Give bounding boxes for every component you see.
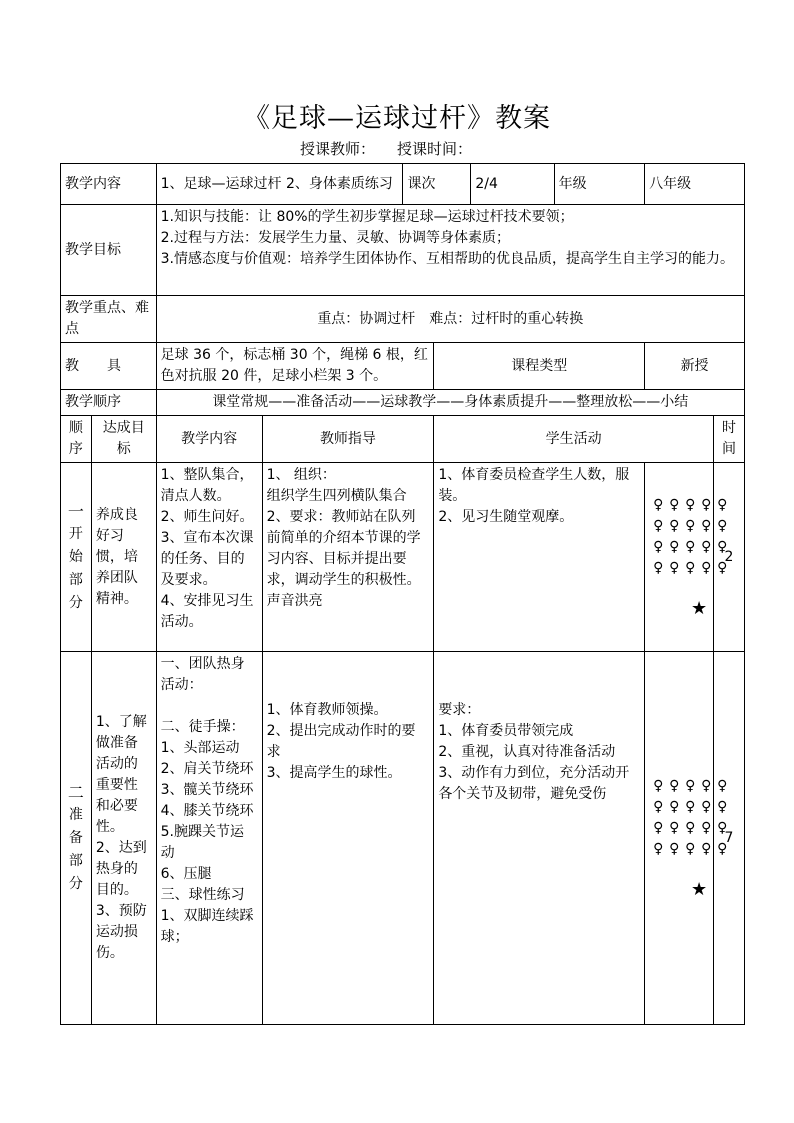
student-symbol: ♀ [685, 799, 696, 815]
section-number: 二 [67, 782, 84, 802]
student-symbol: ♀ [653, 820, 664, 836]
lesson-plan-table [60, 163, 745, 1025]
document-title: 《足球—运球过杆》教案 [243, 103, 551, 134]
section-content: 一、团队热身活动： 二、徒手操： 1、头部运动 2、肩关节绕环 3、髋关节绕环 4、膝关节绕环 5.腕踝关节运动 6、压腿 三、球性练习 1、双脚连续踩球； [156, 652, 262, 1025]
grade-label: 年级 [554, 164, 645, 205]
course-type-value: 新授 [645, 343, 745, 390]
col-sequence: 顺序 [61, 416, 92, 463]
student-symbol: ♀ [701, 841, 712, 857]
student-symbol: ♀ [653, 778, 664, 794]
student-symbol: ♀ [685, 497, 696, 513]
section-name [61, 652, 92, 1025]
col-time: 时间 [714, 416, 745, 463]
student-symbol: ♀ [685, 841, 696, 857]
student-symbol: ♀ [653, 799, 664, 815]
student-symbol: ♀ [669, 518, 680, 534]
student-symbol: ♀ [653, 539, 664, 555]
student-symbol: ♀ [701, 799, 712, 815]
student-symbol: ♀ [685, 820, 696, 836]
student-symbol: ♀ [701, 518, 712, 534]
student-symbol: ♀ [717, 841, 728, 857]
student-symbol: ♀ [701, 497, 712, 513]
student-symbol: ♀ [701, 560, 712, 576]
teacher-star-icon: ★ [691, 598, 708, 619]
student-symbol: ♀ [685, 539, 696, 555]
teacher-label: 授课教师： [300, 140, 376, 158]
student-symbol: ♀ [653, 560, 664, 576]
student-symbol: ♀ [685, 518, 696, 534]
student-symbol: ♀ [717, 539, 728, 555]
student-symbol: ♀ [653, 841, 664, 857]
student-formation [653, 776, 728, 859]
objectives-row [61, 205, 745, 296]
student-symbol: ♀ [669, 799, 680, 815]
teacher-star-icon: ★ [691, 879, 708, 900]
student-symbol: ♀ [653, 497, 664, 513]
student-symbol: ♀ [701, 820, 712, 836]
student-symbol: ♀ [701, 778, 712, 794]
grade-value: 八年级 [645, 164, 745, 205]
student-symbol: ♀ [717, 778, 728, 794]
subtitle [300, 138, 494, 159]
content-value: 1、足球—运球过杆 2、身体素质练习 [156, 164, 403, 205]
col-content: 教学内容 [156, 416, 262, 463]
student-symbol: ♀ [669, 820, 680, 836]
content-label: 教学内容 [61, 164, 157, 205]
student-symbol: ♀ [669, 841, 680, 857]
section-row-start [61, 463, 745, 652]
order-row [61, 390, 745, 416]
section-goal: 1、了解做准备活动的重要性和必要性。 2、达到热身的目的。 3、预防运动损伤。 [91, 652, 156, 1025]
student-symbol: ♀ [685, 778, 696, 794]
lesson-label: 课次 [403, 164, 471, 205]
section-name [61, 463, 92, 652]
student-symbol: ♀ [685, 560, 696, 576]
student-symbol: ♀ [669, 497, 680, 513]
section-goal: 养成良好习惯，培养团队精神。 [91, 463, 156, 652]
focus-label: 教学重点、难点 [61, 296, 157, 343]
time-label: 授课时间： [397, 140, 473, 158]
student-symbol: ♀ [669, 778, 680, 794]
section-number: 一 [67, 501, 84, 521]
section-content: 1、整队集合，清点人数。 2、师生问好。 3、宣布本次课的任务、目的及要求。 4、安排见习生活动。 [156, 463, 262, 652]
section-row-prepare [61, 652, 745, 1025]
student-symbol: ♀ [653, 518, 664, 534]
col-student: 学生活动 [434, 416, 714, 463]
col-teacher: 教师指导 [262, 416, 434, 463]
student-symbol: ♀ [717, 560, 728, 576]
section-student-activity: 要求： 1、体育委员带领完成 2、重视，认真对待准备活动 3、动作有力到位，充分活动开各个关节及韧带，避免受伤 [434, 652, 645, 1025]
order-text: 课堂常规——准备活动——运球教学——身体素质提升——整理放松——小结 [156, 390, 744, 416]
student-symbol: ♀ [669, 560, 680, 576]
student-symbol: ♀ [701, 539, 712, 555]
focus-row [61, 296, 745, 343]
formation-diagram [645, 652, 728, 1025]
section-teacher-guide: 1、 组织： 组织学生四列横队集合 2、要求：教师站在队列前简单的介绍本节课的学习内容、目标并提出要求，调动学生的积极性。声音洪亮 [262, 463, 434, 652]
student-symbol: ♀ [717, 497, 728, 513]
equipment-text: 足球 36 个，标志桶 30 个，绳梯 6 根，红色对抗服 20 件，足球小栏架 3 个。 [156, 343, 434, 390]
focus-text: 重点：协调过杆 难点：过杆时的重心转换 [156, 296, 744, 343]
section-title: 开始部分 [68, 525, 83, 611]
objectives-text: 1.知识与技能：让 80%的学生初步掌握足球—运球过杆技术要领； 2.过程与方法：发展学生力量、灵敏、协调等身体素质； 3.情感态度与价值观：培养学生团体协作、互相帮助的优良品质，提高学生自主学习的能力。 [156, 205, 744, 296]
course-type-label: 课程类型 [434, 343, 645, 390]
section-title: 准备部分 [68, 806, 83, 892]
lesson-value: 2/4 [471, 164, 554, 205]
student-formation [653, 495, 728, 578]
equipment-row [61, 343, 745, 390]
student-symbol: ♀ [717, 518, 728, 534]
student-symbol: ♀ [669, 539, 680, 555]
order-label: 教学顺序 [61, 390, 157, 416]
section-time: 2 [714, 463, 745, 652]
student-symbol: ♀ [717, 799, 728, 815]
objectives-label: 教学目标 [61, 205, 157, 296]
col-goal: 达成目标 [91, 416, 156, 463]
equipment-label: 教 具 [61, 343, 157, 390]
header-row [61, 164, 745, 205]
student-symbol: ♀ [717, 820, 728, 836]
section-student-activity: 1、体育委员检查学生人数，服装。 2、见习生随堂观摩。 [434, 463, 645, 652]
section-time: 7 [714, 652, 745, 1025]
section-teacher-guide: 1、体育教师领操。 2、提出完成动作时的要求 3、提高学生的球性。 [262, 652, 434, 1025]
formation-diagram [645, 463, 728, 652]
column-header-row [61, 416, 745, 463]
